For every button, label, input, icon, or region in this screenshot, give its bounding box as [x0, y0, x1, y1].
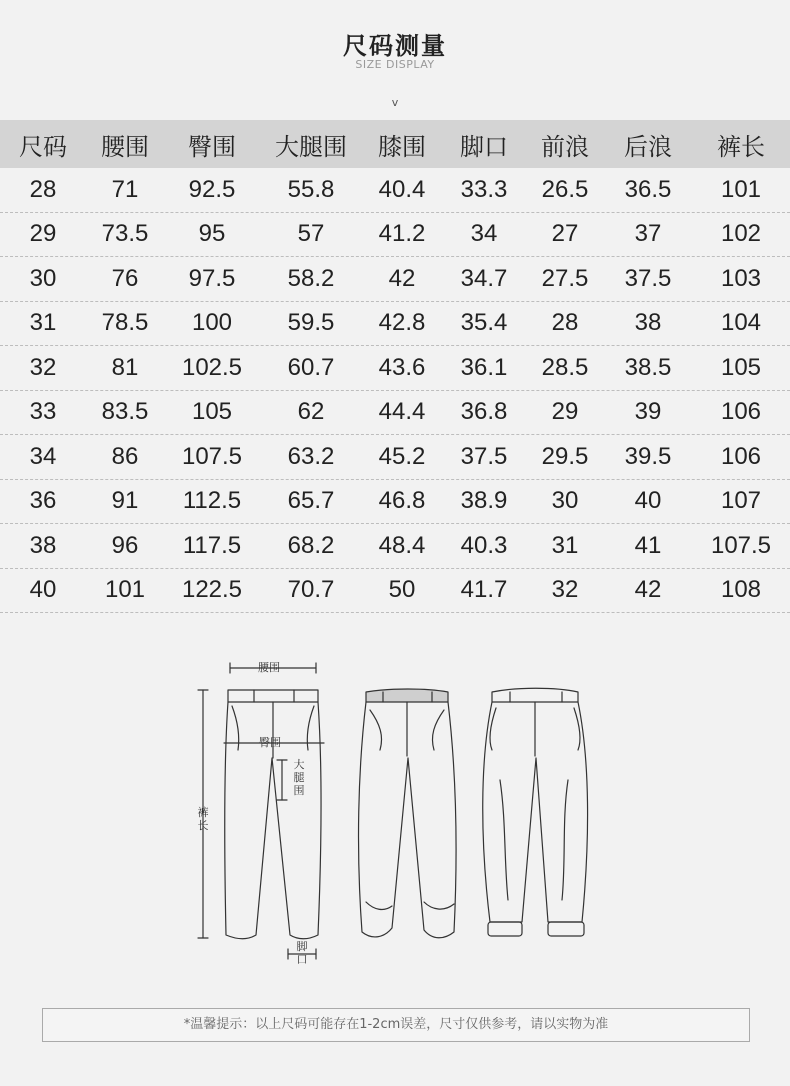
- table-cell: 92.5: [188, 175, 236, 203]
- waist-label: 腰围: [258, 661, 280, 674]
- table-cell: 83.5: [101, 398, 149, 426]
- table-cell: 65.7: [287, 487, 335, 515]
- header-cell: 裤长: [717, 132, 765, 161]
- table-cell: 41.7: [460, 576, 508, 604]
- table-cell: 105: [191, 398, 233, 426]
- table-cell: 32: [29, 353, 57, 381]
- table-cell: 30: [551, 487, 579, 515]
- table-cell: 33.3: [460, 175, 508, 203]
- table-cell: 36.5: [624, 175, 672, 203]
- table-cell: 34.7: [460, 264, 508, 292]
- header-cell: 脚口: [460, 132, 508, 161]
- table-cell: 29.5: [541, 442, 589, 470]
- hem-label: 脚口: [296, 940, 308, 966]
- table-cell: 41: [634, 531, 662, 559]
- table-cell: 48.4: [378, 531, 426, 559]
- header-cell: 腰围: [101, 132, 149, 161]
- table-cell: 96: [111, 531, 139, 559]
- table-cell: 36.1: [460, 353, 508, 381]
- table-cell: 27: [551, 220, 579, 248]
- table-cell: 70.7: [287, 576, 335, 604]
- table-cell: 62: [297, 398, 325, 426]
- table-cell: 50: [388, 576, 416, 604]
- table-cell: 36: [29, 487, 57, 515]
- table-cell: 57: [297, 220, 325, 248]
- table-row: [0, 569, 790, 614]
- size-table: [0, 120, 790, 613]
- table-cell: 40: [634, 487, 662, 515]
- table-cell: 46.8: [378, 487, 426, 515]
- thigh-label: 大腿围: [293, 758, 305, 797]
- table-cell: 40.3: [460, 531, 508, 559]
- header-cell: 后浪: [624, 132, 672, 161]
- table-cell: 37.5: [460, 442, 508, 470]
- table-cell: 107: [720, 487, 762, 515]
- size-table-body: [0, 168, 790, 613]
- table-cell: 108: [720, 576, 762, 604]
- table-row: [0, 302, 790, 347]
- table-cell: 91: [111, 487, 139, 515]
- table-cell: 86: [111, 442, 139, 470]
- header-cell: 膝围: [378, 132, 426, 161]
- table-row: [0, 524, 790, 569]
- table-cell: 39.5: [624, 442, 672, 470]
- table-cell: 34: [29, 442, 57, 470]
- table-cell: 43.6: [378, 353, 426, 381]
- table-cell: 27.5: [541, 264, 589, 292]
- table-cell: 35.4: [460, 309, 508, 337]
- table-cell: 78.5: [101, 309, 149, 337]
- table-cell: 106: [720, 442, 762, 470]
- table-cell: 101: [720, 175, 762, 203]
- table-cell: 28: [29, 175, 57, 203]
- table-cell: 28.5: [541, 353, 589, 381]
- table-cell: 38: [29, 531, 57, 559]
- table-row: [0, 346, 790, 391]
- table-cell: 103: [720, 264, 762, 292]
- hip-label: 臀围: [259, 736, 281, 749]
- table-cell: 41.2: [378, 220, 426, 248]
- table-cell: 60.7: [287, 353, 335, 381]
- table-cell: 122.5: [181, 576, 243, 604]
- table-cell: 33: [29, 398, 57, 426]
- pants-front: [359, 689, 456, 938]
- length-label: 裤长: [197, 806, 209, 832]
- table-cell: 36.8: [460, 398, 508, 426]
- table-cell: 34: [470, 220, 498, 248]
- table-cell: 112.5: [182, 487, 242, 515]
- pants-tapered: [483, 688, 588, 936]
- table-row: [0, 168, 790, 213]
- table-cell: 58.2: [287, 264, 335, 292]
- table-cell: 100: [191, 309, 233, 337]
- table-cell: 71: [111, 175, 139, 203]
- pants-illustration: [0, 640, 790, 1000]
- table-cell: 73.5: [101, 220, 149, 248]
- table-cell: 68.2: [287, 531, 335, 559]
- table-cell: 28: [551, 309, 579, 337]
- table-cell: 26.5: [541, 175, 589, 203]
- table-cell: 32: [551, 576, 579, 604]
- size-table-header: [0, 120, 790, 168]
- header-cell: 大腿围: [275, 132, 347, 161]
- table-cell: 45.2: [378, 442, 426, 470]
- table-cell: 31: [551, 531, 579, 559]
- table-cell: 42.8: [378, 309, 426, 337]
- table-cell: 38.5: [624, 353, 672, 381]
- table-cell: 31: [29, 309, 57, 337]
- table-cell: 29: [29, 220, 57, 248]
- table-cell: 63.2: [287, 442, 335, 470]
- table-cell: 97.5: [188, 264, 236, 292]
- table-cell: 107.5: [181, 442, 243, 470]
- thigh-measure-line: [277, 760, 287, 800]
- table-cell: 102: [720, 220, 762, 248]
- table-cell: 42: [388, 264, 416, 292]
- table-cell: 101: [104, 576, 146, 604]
- table-cell: 102.5: [181, 353, 243, 381]
- table-cell: 44.4: [378, 398, 426, 426]
- table-cell: 104: [720, 309, 762, 337]
- chevron-down-icon: v: [391, 96, 399, 109]
- table-cell: 117.5: [182, 531, 242, 559]
- table-cell: 105: [720, 353, 762, 381]
- table-cell: 37: [634, 220, 662, 248]
- table-cell: 37.5: [624, 264, 672, 292]
- table-row: [0, 435, 790, 480]
- table-cell: 40.4: [378, 175, 426, 203]
- size-note: *温馨提示：以上尺码可能存在1-2cm误差，尺寸仅供参考，请以实物为准: [42, 1008, 750, 1042]
- table-cell: 38.9: [460, 487, 508, 515]
- pants-front-measured: [225, 690, 321, 939]
- table-row: [0, 213, 790, 258]
- table-cell: 76: [111, 264, 139, 292]
- table-cell: 40: [29, 576, 57, 604]
- table-cell: 30: [29, 264, 57, 292]
- table-row: [0, 480, 790, 525]
- table-cell: 39: [634, 398, 662, 426]
- table-cell: 38: [634, 309, 662, 337]
- header-cell: 臀围: [188, 132, 236, 161]
- table-cell: 29: [551, 398, 579, 426]
- table-cell: 107.5: [710, 531, 772, 559]
- measurement-diagram: [0, 640, 790, 1000]
- table-cell: 59.5: [287, 309, 335, 337]
- header-cell: 前浪: [541, 132, 589, 161]
- table-cell: 42: [634, 576, 662, 604]
- table-cell: 55.8: [287, 175, 335, 203]
- table-cell: 81: [111, 353, 139, 381]
- page-title: 尺码测量: [343, 32, 447, 60]
- page-header: [0, 0, 790, 120]
- table-row: [0, 391, 790, 436]
- table-cell: 106: [720, 398, 762, 426]
- page-subtitle: SIZE DISPLAY: [355, 58, 435, 71]
- header-cell: 尺码: [19, 132, 67, 161]
- table-cell: 95: [198, 220, 226, 248]
- table-row: [0, 257, 790, 302]
